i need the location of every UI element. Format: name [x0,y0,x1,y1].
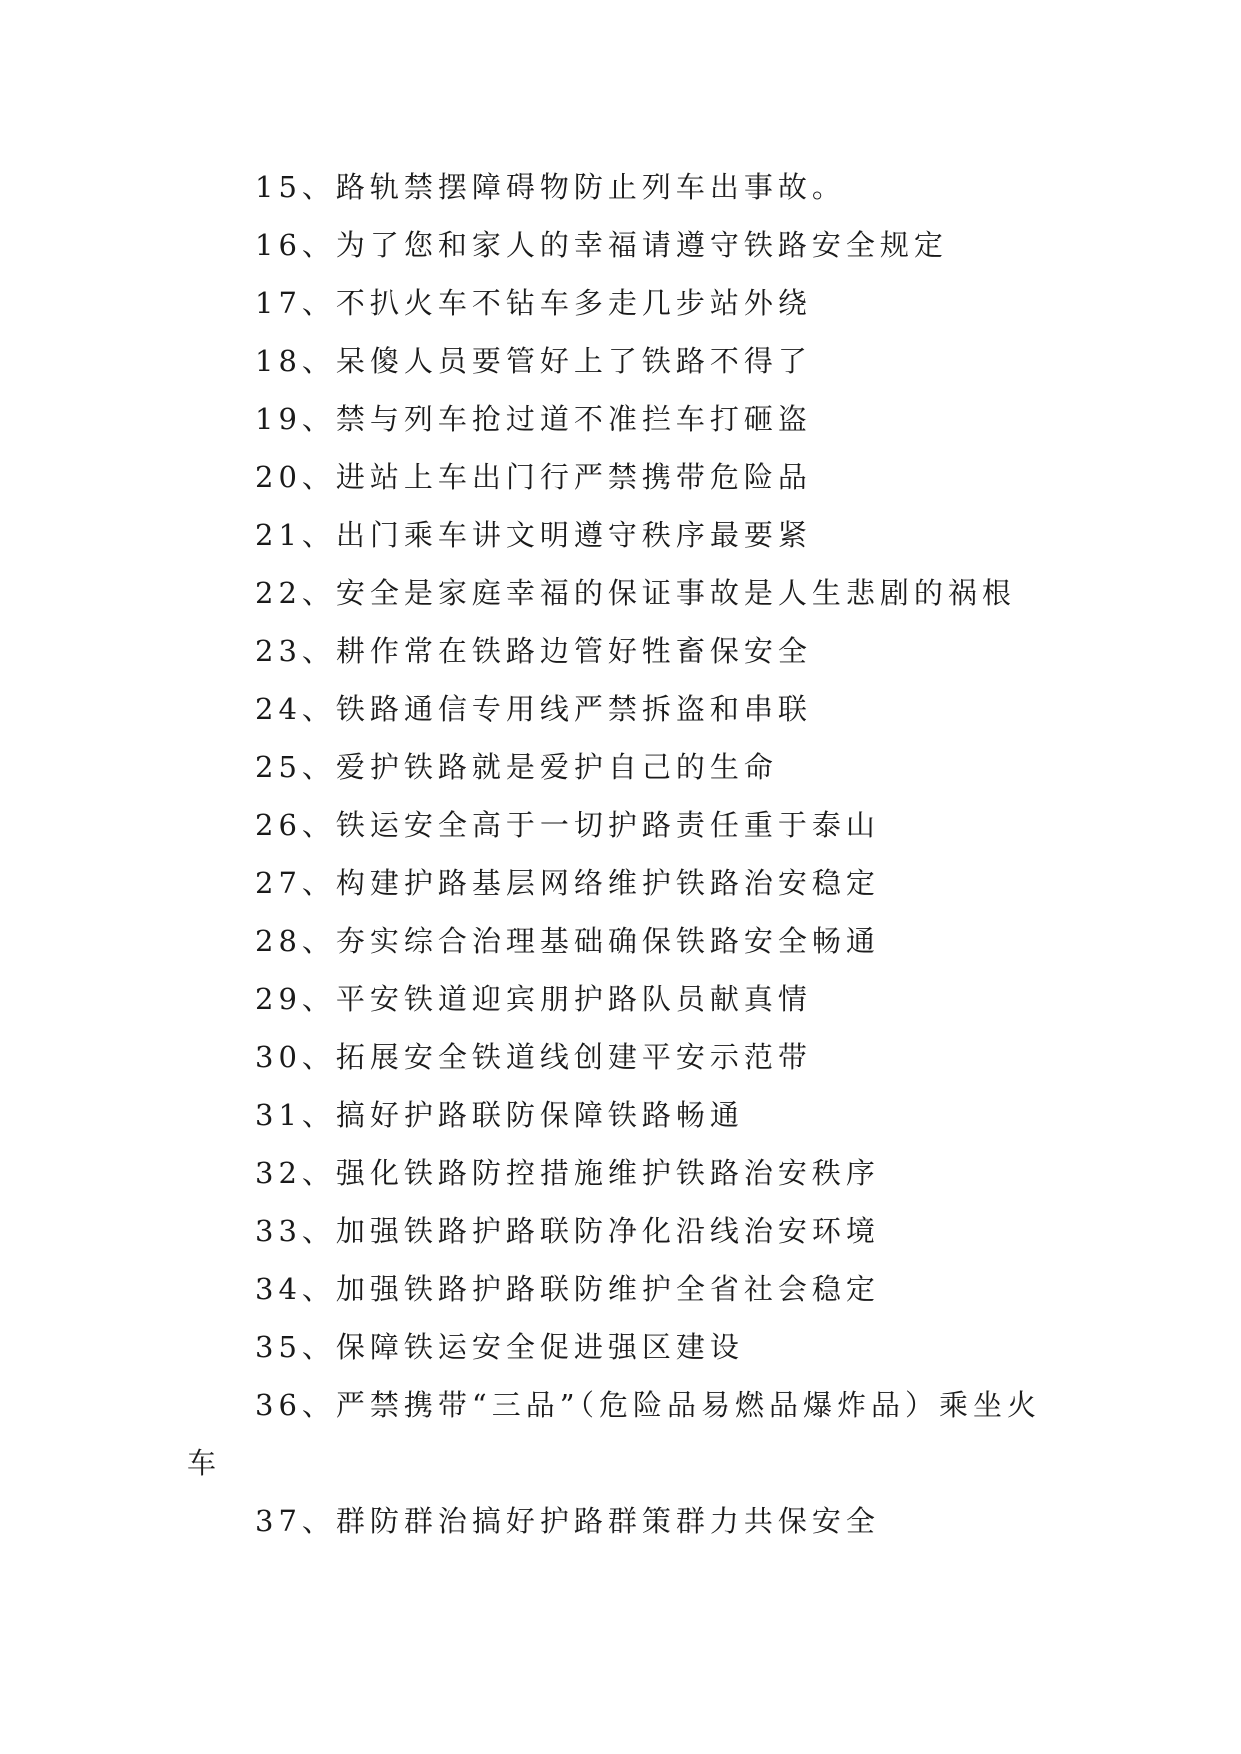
list-item: 23、耕作常在铁路边管好牲畜保安全 [255,634,812,668]
list-item: 21、出门乘车讲文明遵守秩序最要紧 [255,518,812,552]
list-item: 18、呆傻人员要管好上了铁路不得了 [255,344,812,378]
list-item: 28、夯实综合治理基础确保铁路安全畅通 [255,924,880,958]
list-item: 31、搞好护路联防保障铁路畅通 [255,1098,744,1132]
list-item: 30、拓展安全铁道线创建平安示范带 [255,1040,812,1074]
list-item: 25、爱护铁路就是爱护自己的生命 [255,750,778,784]
list-item: 32、强化铁路防控措施维护铁路治安秩序 [255,1156,880,1190]
list-item: 35、保障铁运安全促进强区建设 [255,1330,744,1364]
list-item: 27、构建护路基层网络维护铁路治安稳定 [255,866,880,900]
list-item: 34、加强铁路护路联防维护全省社会稳定 [255,1272,880,1306]
list-item: 20、进站上车出门行严禁携带危险品 [255,460,812,494]
list-item: 24、铁路通信专用线严禁拆盗和串联 [255,692,812,726]
list-item: 33、加强铁路护路联防净化沿线治安环境 [255,1214,880,1248]
list-item: 37、群防群治搞好护路群策群力共保安全 [255,1504,880,1538]
list-item: 16、为了您和家人的幸福请遵守铁路安全规定 [255,228,948,262]
list-item: 36、严禁携带“三品”（危险品易燃品爆炸品）乘坐火车 [187,1388,1042,1480]
list-item: 22、安全是家庭幸福的保证事故是人生悲剧的祸根 [255,576,1016,610]
list-item: 17、不扒火车不钻车多走几步站外绕 [255,286,812,320]
list-item: 29、平安铁道迎宾朋护路队员献真情 [255,982,812,1016]
list-item: 15、路轨禁摆障碍物防止列车出事故。 [255,170,846,204]
slogan-list [187,158,1052,1550]
list-item: 26、铁运安全高于一切护路责任重于泰山 [255,808,880,842]
list-item: 19、禁与列车抢过道不准拦车打砸盗 [255,402,812,436]
